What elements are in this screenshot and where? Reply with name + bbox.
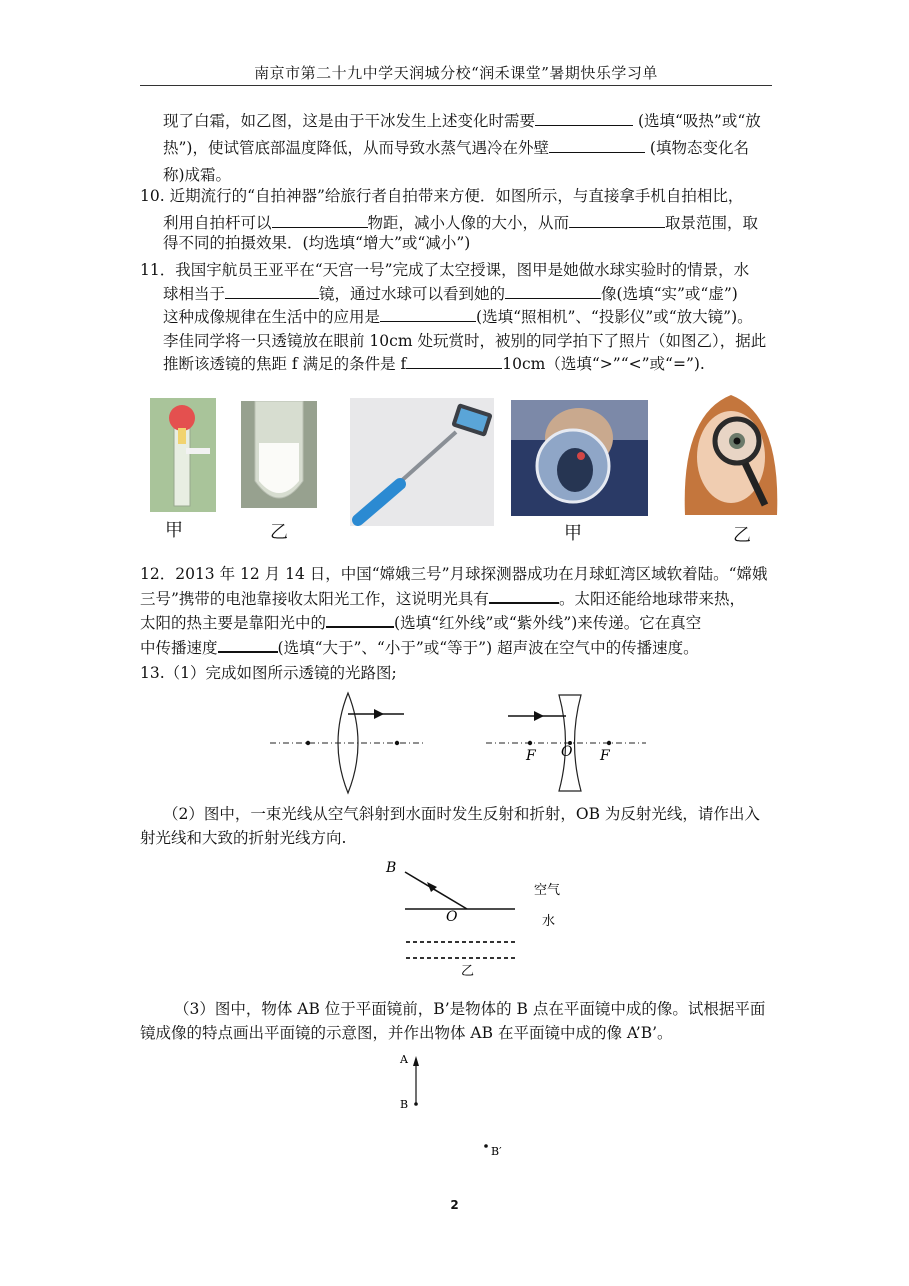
point-a-label: A (400, 1053, 408, 1066)
air-label: 空气 (534, 883, 561, 898)
q11-text: (选填“照相机”、“投影仪”或“放大镜”)。 (476, 308, 753, 326)
q12-text: 。太阳还能给地球带来热， (558, 590, 745, 608)
q11-text: 像(选填“实”或“虚”) (601, 285, 738, 303)
answer-blank[interactable] (380, 307, 476, 322)
answer-blank[interactable] (326, 612, 394, 628)
q12-text: (选填“大于”、“小于”或“等于”) 超声波在空气中的传播速度。 (277, 639, 699, 657)
q12-line3 (140, 610, 701, 637)
reflected-ray (405, 872, 467, 909)
caption-jia: 甲 (165, 520, 183, 541)
arrow-icon (534, 711, 544, 721)
header-rule (140, 85, 772, 86)
q12-line2 (140, 586, 745, 613)
q11-line5 (163, 351, 705, 378)
focus-point (395, 741, 399, 745)
q9-line2 (163, 135, 749, 162)
q11-line3 (163, 304, 753, 331)
arrow-icon (374, 709, 384, 719)
q9-text: 热”)，使试管底部温度降低，从而导致水蒸气遇冷在外壁 (163, 139, 549, 157)
q11-text: 推断该透镜的焦距 f 满足的条件是 f (163, 355, 407, 373)
q13-line1: 13.（1）完成如图所示透镜的光路图; (140, 664, 397, 682)
page-number: 2 (450, 1198, 459, 1212)
q11-text: 10cm（选填“>”“<”或“=”). (502, 355, 705, 373)
answer-blank[interactable] (218, 637, 278, 653)
q9-text: (填物态变化名 (649, 139, 749, 157)
lens-diagrams (268, 690, 658, 796)
q13-part2-line2: 射光线和大致的折射光线方向. (140, 829, 347, 847)
q12-text: (选填“红外线”或“紫外线”)来传递。它在真空 (394, 614, 702, 632)
point-b-label: B (386, 860, 397, 876)
diagram-caption: 乙 (461, 964, 475, 979)
q12-text: 中传播速度 (140, 639, 218, 657)
answer-blank[interactable] (535, 111, 633, 126)
arrow-icon (413, 1056, 419, 1066)
page-header: 南京市第二十九中学天润城分校“润禾课堂”暑期快乐学习单 (254, 64, 658, 82)
caption-yi: 乙 (270, 522, 288, 543)
q12-text: 太阳的热主要是靠阳光中的 (140, 614, 327, 632)
q12-line4 (140, 635, 699, 662)
focus-label: F (526, 748, 536, 764)
photo-magnifier-yi (675, 385, 787, 515)
answer-blank[interactable] (272, 213, 368, 228)
q11-line4: 李佳同学将一只透镜放在眼前 10cm 处玩赏时，被别的同学拍下了照片（如图乙），据此 (163, 332, 767, 350)
q11-text: 这种成像规律在生活中的应用是 (163, 308, 381, 326)
q12-text: 三号”携带的电池靠接收太阳光工作，这说明光具有 (140, 590, 489, 608)
q11-text: 镜，通过水球可以看到她的 (319, 285, 506, 303)
photo-water-ball-jia (511, 400, 648, 516)
q13-part3-line1: （3）图中，物体 AB 位于平面镜前，B’是物体的 B 点在平面镜中成的像。试根据平面 (174, 1000, 766, 1018)
q13-part2-line1: （2）图中，一束光线从空气斜射到水面时发生反射和折射，OB 为反射光线，请作出入 (163, 805, 760, 823)
q12-line1: 12．2013 年 12 月 14 日，中国“嫦娥三号”月球探测器成功在月球虹湾区域软着陆。“嫦娥 (140, 565, 768, 583)
answer-blank[interactable] (225, 284, 319, 299)
photo-selfie-stick (350, 398, 494, 526)
photo-test-tube-jia (150, 398, 216, 512)
q11-line1: 11．我国宇航员王亚平在“天宫一号”完成了太空授课，图甲是她做水球实验时的情景，水 (140, 261, 750, 279)
q10-line3: 得不同的拍摄效果．(均选填“增大”或“减小”) (163, 234, 471, 252)
q9-line1 (163, 108, 761, 135)
image-b-label: B′ (491, 1145, 502, 1158)
q11-text: 球相当于 (163, 285, 226, 303)
focus-point (607, 741, 611, 745)
answer-blank[interactable] (569, 213, 665, 228)
q9-line3: 称)成霜。 (163, 166, 232, 184)
q9-text: (选填“吸热”或“放 (637, 112, 761, 130)
point-b-label: B (400, 1098, 409, 1111)
answer-blank[interactable] (489, 588, 559, 604)
water-label: 水 (542, 914, 556, 929)
center-label: O (561, 744, 573, 760)
focus-point (528, 741, 532, 745)
q13-part3-line2: 镜成像的特点画出平面镜的示意图，并作出物体 AB 在平面镜中成的像 A’B’。 (140, 1024, 673, 1042)
q9-text: 现了白霜，如乙图，这是由于干冰发生上述变化时需要 (163, 112, 536, 130)
refraction-diagram (375, 852, 575, 980)
q10-text: 物距，减小人像的大小，从而 (367, 214, 570, 232)
q10-text: 取景范围，取 (665, 214, 759, 232)
mirror-diagram (395, 1048, 525, 1160)
point-b (414, 1102, 418, 1106)
answer-blank[interactable] (549, 138, 645, 153)
photo-frosted-tube-yi (241, 401, 317, 508)
caption-jia: 甲 (564, 523, 582, 544)
focus-point (306, 741, 310, 745)
answer-blank[interactable] (505, 284, 601, 299)
point-o-label: O (446, 909, 458, 925)
focus-label: F (600, 748, 610, 764)
q10-text: 利用自拍杆可以 (163, 214, 272, 232)
answer-blank[interactable] (406, 354, 502, 369)
q10-line1: 10. 近期流行的“自拍神器”给旅行者自拍带来方便．如图所示，与直接拿手机自拍相比， (140, 187, 744, 205)
image-point-b (484, 1144, 488, 1148)
caption-yi: 乙 (733, 525, 751, 546)
